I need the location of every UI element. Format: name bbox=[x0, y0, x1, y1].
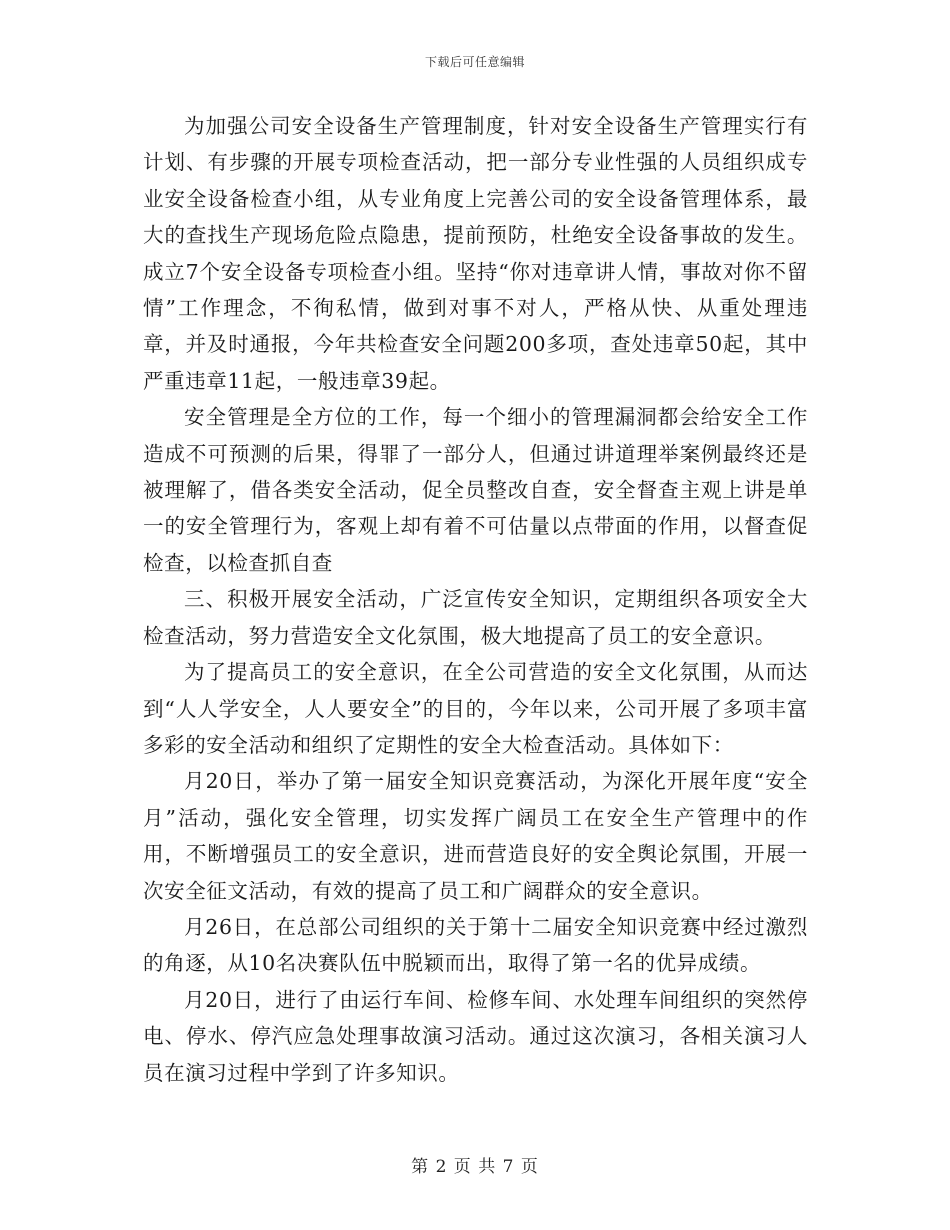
paragraph-4: 为了提高员工的安全意识，在全公司营造的安全文化氛围，从而达到“人人学安全，人人要安全”的目的，今年以来，公司开展了多项丰富多彩的安全活动和组织了定期性的安全大检查活动。具体如下： bbox=[143, 660, 808, 757]
paragraph-1: 为加强公司安全设备生产管理制度，针对安全设备生产管理实行有计划、有步骤的开展专项检查活动，把一部分专业性强的人员组织成专业安全设备检查小组，从专业角度上完善公司的安全设备管理体系，最大的查找生产现场危险点隐患，提前预防，杜绝安全设备事故的发生。成立7个安全设备专项检查小组。坚持“你对违章讲人情，事故对你不留情”工作理念，不徇私情，做到对事不对人，严格从快、从重处理违章，并及时通报，今年共检查安全问题200多项，查处违章50起，其中严重违章11起，一般违章39起。 bbox=[143, 114, 808, 393]
footer-middle: 页 共 bbox=[453, 1157, 497, 1177]
footer-total-pages: 7 bbox=[502, 1157, 515, 1177]
paragraph-3: 三、积极开展安全活动，广泛宣传安全知识，定期组织各项安全大检查活动，努力营造安全文化氛围，极大地提高了员工的安全意识。 bbox=[143, 587, 808, 648]
paragraph-6: 月26日，在总部公司组织的关于第十二届安全知识竞赛中经过激烈的角逐，从10名决赛队伍中脱颖而出，取得了第一名的优异成绩。 bbox=[143, 914, 808, 976]
document-body bbox=[143, 108, 808, 1091]
footer-current-page: 2 bbox=[435, 1157, 448, 1177]
footer-suffix: 页 bbox=[520, 1157, 539, 1177]
paragraph-2: 安全管理是全方位的工作，每一个细小的管理漏洞都会给安全工作造成不可预测的后果，得罪了一部分人，但通过讲道理举案例最终还是被理解了，借各类安全活动，促全员整改自查，安全督查主观上讲是单一的安全管理行为，客观上却有着不可估量以点带面的作用，以督查促检查，以检查抓自查 bbox=[143, 405, 808, 575]
paragraph-7: 月20日，进行了由运行车间、检修车间、水处理车间组织的突然停电、停水、停汽应急处理事故演习活动。通过这次演习，各相关演习人员在演习过程中学到了许多知识。 bbox=[143, 987, 808, 1085]
footer-prefix: 第 bbox=[411, 1157, 430, 1177]
page-footer bbox=[0, 1152, 950, 1177]
header-note: 下载后可任意编辑 bbox=[424, 55, 525, 69]
paragraph-5: 月20日，举办了第一届安全知识竞赛活动，为深化开展年度“安全月”活动，强化安全管理，切实发挥广阔员工在安全生产管理中的作用，不断增强员工的安全意识，进而营造良好的安全舆论氛围，开展一次安全征文活动，有效的提高了员工和广阔群众的安全意识。 bbox=[143, 769, 808, 903]
